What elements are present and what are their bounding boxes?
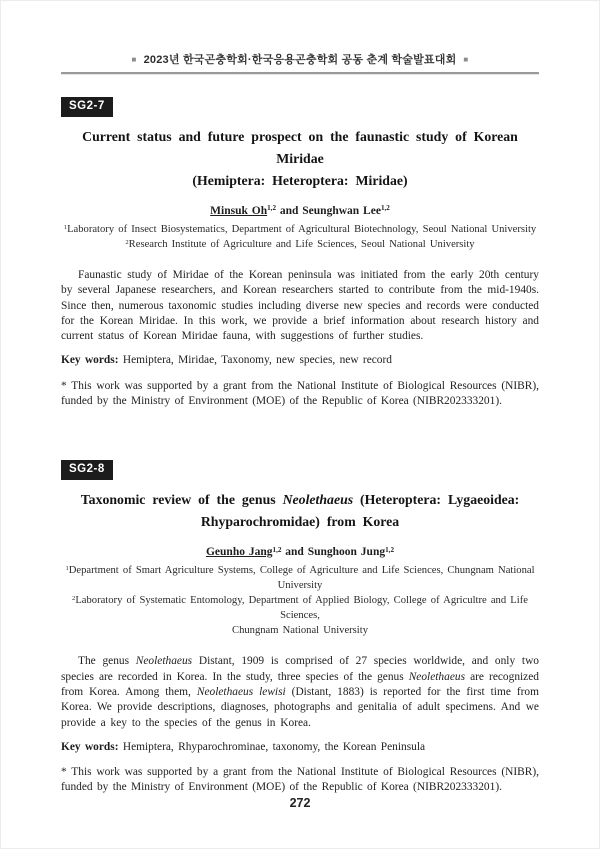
affiliation-line: $^1$Department of Smart Agriculture Systems, College of Agriculture and Life Sciences, Chungnam National University [65, 565, 535, 592]
badge-row [61, 96, 539, 117]
authors-line: Minsuk Oh$^{1,2}$ and Seunghwan Lee$^{1,2}$ [210, 204, 390, 217]
acknowledgement: * This work was supported by a grant from the National Institute of Biological Resources (NIBR), funded by the Ministry of Environment (MOE) of the Republic of Korea (NIBR202333201). [61, 766, 539, 794]
keywords-label: Key words: [61, 740, 119, 753]
abstract-body: The genus Neolethaeus Distant, 1909 is comprised of 27 species worldwide, and only two species are recorded in Korea. In the study, three species of the genus Neolethaeus are recognized from Korea. Among them, Neolethaeus lewisi (Distant, 1883) is reported for the first time from Korea. We provide descriptions, diagnoses, photographs and genitalia of adult specimens. And we provide a key to the species of the genus in Korea. [61, 655, 539, 729]
session-badge: SG2-8 [61, 460, 113, 480]
running-header [61, 51, 539, 67]
affiliation-line: $^2$Laboratory of Systematic Entomology, Department of Applied Biology, College of Agricultre and Life Sciences, [72, 595, 528, 622]
affiliation-line: $^1$Laboratory of Insect Biosystematics, Department of Agricultural Biotechnology, Seoul National University [63, 223, 537, 235]
page-number: 272 [289, 795, 311, 810]
keywords-line [61, 353, 539, 368]
affiliation-line: $^2$Research Institute of Agriculture and Life Sciences, Seoul National University [125, 238, 475, 250]
acknowledgement: * This work was supported by a grant from the National Institute of Biological Resources (NIBR), funded by the Ministry of Environment (MOE) of the Republic of Korea (NIBR202333201). [61, 379, 539, 408]
abstract-body: Faunastic study of Miridae of the Korean peninsula was initiated from the early 20th century by several Japanese researchers, and Korean researchers started to contribute from the mid-1940s. Since then, numerous taxonomic studies including diverse new species and records were conducted for the Korean Miridae. In this work, we provide a brief information about research history and current status of Korean Miridae fauna, with suggestions of further studies. [61, 269, 539, 343]
abstract-title [61, 126, 539, 192]
abstract-sg2-8 [61, 409, 539, 795]
title-line: (Hemiptera: Heteroptera: Miridae) [192, 173, 408, 188]
affiliation-line: Chungnam National University [232, 625, 368, 637]
affiliations [61, 563, 539, 638]
square-marker-icon: ■ [131, 54, 137, 64]
keywords-line [61, 740, 539, 755]
square-marker-icon: ■ [463, 54, 469, 64]
title-line: Current status and future prospect on the faunastic study of Korean Miridae [82, 129, 518, 166]
authors-line: Geunho Jang$^{1,2}$ and Sunghoon Jung$^{1,2}$ [205, 545, 394, 559]
abstract-sg2-7 [61, 74, 539, 409]
abstract-title [61, 489, 539, 533]
keywords-label: Key words: [61, 354, 119, 367]
session-badge: SG2-7 [61, 97, 113, 117]
conference-title: 2023년 한국곤충학회·한국응용곤충학회 공동 춘계 학술발표대회 [143, 54, 457, 66]
title-line: Taxonomic review of the genus Neolethaeus (Heteroptera: Lygaeoidea: [80, 492, 520, 508]
affiliations [61, 222, 539, 252]
keywords-text: Hemiptera, Miridae, Taxonomy, new species, new record [118, 354, 392, 367]
keywords-text: Hemiptera, Rhyparochrominae, taxonomy, the Korean Peninsula [118, 740, 426, 753]
badge-row [61, 459, 539, 480]
title-line: Rhyparochromidae) from Korea [200, 514, 400, 530]
